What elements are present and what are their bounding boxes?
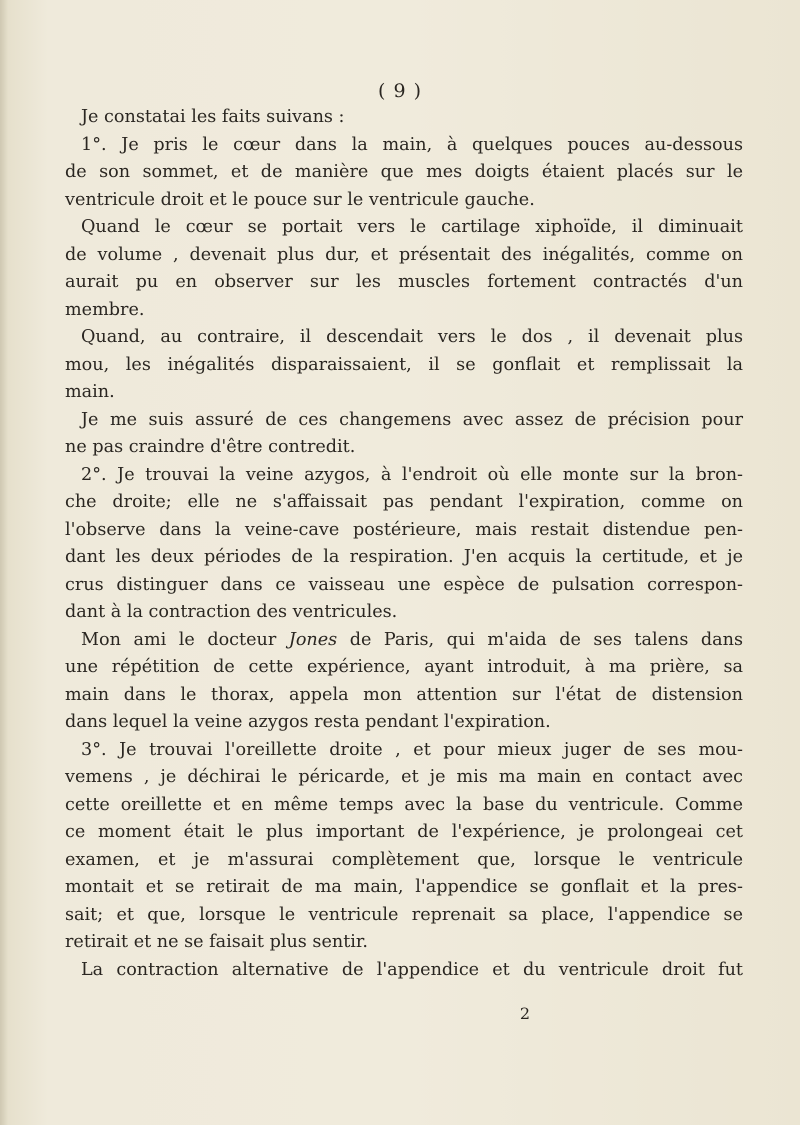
text-line: mou, les inégalités disparaissaient, il se gonflait et remplissait la — [65, 354, 743, 375]
text-line: crus distinguer dans ce vaisseau une espèce de pulsation correspon- — [65, 574, 743, 595]
text-line: dant les deux périodes de la respiration. J'en acquis la certitude, et je — [65, 547, 743, 567]
text-line: Quand le cœur se portait vers le cartilage xiphoïde, il diminuait — [81, 217, 743, 237]
text-line: che droite; elle ne s'affaissait pas pendant l'expiration, comme on — [65, 492, 743, 512]
text-line: aurait pu en observer sur les muscles fortement contractés d'un — [65, 272, 743, 292]
text-line: montait et se retirait de ma main, l'appendice se gonflait et la pres- — [65, 877, 743, 897]
text-line: 1°. Je pris le cœur dans la main, à quelques pouces au-dessous — [81, 134, 743, 155]
text-line: dant à la contraction des ventricules. — [65, 602, 398, 622]
printer-signature-mark: 2 — [519, 1004, 531, 1023]
text-line: dans lequel la veine azygos resta pendant l'expiration. — [65, 712, 551, 732]
page-number: ( 9 ) — [378, 80, 422, 102]
text-line: main dans le thorax, appela mon attention sur l'état de distension — [65, 684, 743, 705]
text-line: Je constatai les faits suivans : — [81, 107, 345, 127]
text-line: 3°. Je trouvai l'oreillette droite , et pour mieux juger de ses mou- — [81, 739, 743, 760]
text-line: La contraction alternative de l'appendice et du ventricule droit fut — [81, 959, 743, 980]
text-line: cette oreillette et en même temps avec la base du ventricule. Comme — [65, 794, 743, 815]
text-line: ne pas craindre d'être contredit. — [65, 437, 356, 457]
text-line: Mon ami le docteur Jones de Paris, qui m'aida de ses talens dans — [81, 629, 743, 650]
text-line: main. — [65, 382, 115, 402]
text-line: l'observe dans la veine-cave postérieure, mais restait distendue pen- — [65, 519, 743, 540]
body-text — [65, 104, 743, 984]
text-line: de son sommet, et de manière que mes doigts étaient placés sur le — [65, 162, 743, 182]
text-line: Je me suis assuré de ces changemens avec assez de précision pour — [81, 409, 743, 430]
text-line: une répétition de cette expérience, ayant introduit, à ma prière, sa — [65, 657, 743, 677]
text-line: 2°. Je trouvai la veine azygos, à l'endroit où elle monte sur la bron- — [81, 464, 743, 485]
text-line: membre. — [65, 299, 145, 320]
text-line: ventricule droit et le pouce sur le ventricule gauche. — [65, 189, 535, 210]
text-line: vemens , je déchirai le péricarde, et je mis ma main en contact avec — [65, 767, 743, 787]
text-line: ce moment était le plus important de l'expérience, je prolongeai cet — [65, 822, 743, 842]
text-line: de volume , devenait plus dur, et présentait des inégalités, comme on — [65, 244, 743, 265]
text-line: examen, et je m'assurai complètement que, lorsque le ventricule — [65, 849, 743, 870]
text-line: Quand, au contraire, il descendait vers le dos , il devenait plus — [81, 327, 743, 347]
text-line: sait; et que, lorsque le ventricule reprenait sa place, l'appendice se — [65, 904, 743, 925]
text-line: retirait et ne se faisait plus sentir. — [65, 932, 368, 952]
page-edge-shadow — [0, 0, 8, 1125]
